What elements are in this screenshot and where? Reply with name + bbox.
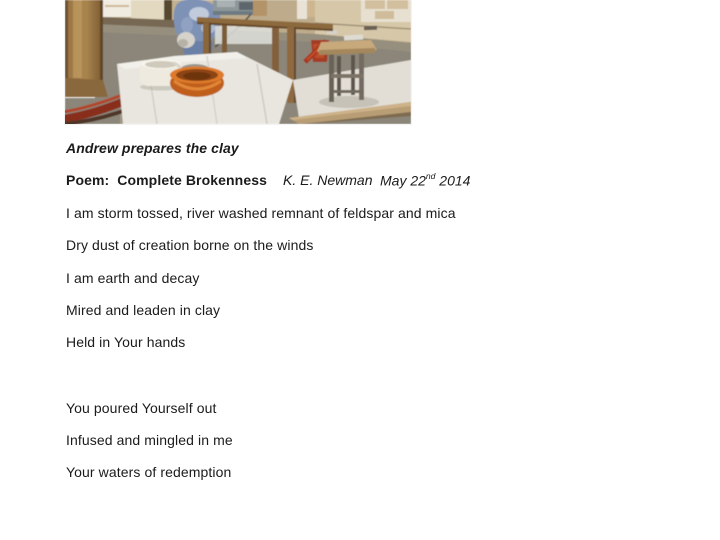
clay-workshop-photo	[65, 0, 411, 124]
photo-caption: Andrew prepares the clay	[66, 140, 239, 156]
poem-date-ordinal: nd	[425, 171, 436, 181]
poem-line: Infused and mingled in me	[66, 432, 233, 448]
poem-author: K. E. Newman	[283, 172, 373, 188]
poem-date-year: 2014	[435, 172, 471, 189]
poem-line: I am storm tossed, river washed remnant of feldspar and mica	[66, 205, 456, 221]
wooden-column	[65, 0, 108, 97]
poem-line: Dry dust of creation borne on the winds	[66, 237, 314, 253]
poem-line: Your waters of redemption	[66, 464, 232, 480]
poem-line: Mired and leaden in clay	[66, 302, 221, 318]
poem-line: I am earth and decay	[66, 270, 200, 286]
poem-line: You poured Yourself out	[66, 400, 217, 416]
poem-title-row	[66, 172, 506, 192]
orange-bowl	[170, 67, 224, 98]
clay-workshop-photo-illustration	[65, 0, 411, 124]
poem-line: Held in Your hands	[66, 334, 186, 350]
poem-date	[380, 172, 470, 189]
poem-title: Poem: Complete Brokenness	[66, 172, 267, 188]
poem-date-day: May 22	[380, 172, 426, 189]
